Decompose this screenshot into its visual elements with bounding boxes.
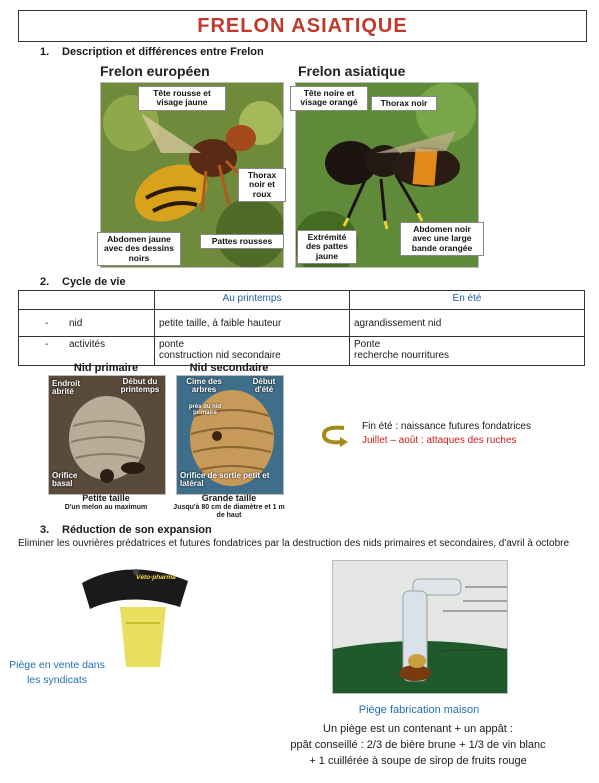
cell-line: construction nid secondaire bbox=[159, 350, 281, 361]
section-title: Description et différences entre Frelon bbox=[62, 46, 264, 58]
section-number: 1. bbox=[40, 46, 50, 58]
section-2-heading bbox=[40, 276, 126, 288]
note-late-summer: Fin été : naissance futures fondatrices bbox=[362, 421, 531, 432]
table-cell bbox=[350, 337, 585, 366]
primary-nest-title: Nid primaire bbox=[73, 362, 139, 374]
secondary-nest-tag-orifice: Orifice de sortie petit et latéral bbox=[180, 471, 270, 489]
section-3-heading bbox=[40, 524, 212, 536]
primary-nest-tag-time: Début du printemps bbox=[120, 377, 160, 395]
table-header-cell bbox=[19, 291, 155, 310]
section-number: 2. bbox=[40, 276, 50, 288]
table-header-row bbox=[19, 291, 585, 310]
callout-head-asian: Tête noire et visage orangé bbox=[290, 86, 368, 111]
bullet: - bbox=[45, 339, 49, 350]
table-cell: agrandissement nid bbox=[350, 310, 585, 337]
table-row bbox=[19, 310, 585, 337]
secondary-nest-tag-location: Cime des arbres bbox=[186, 377, 222, 395]
homemade-trap-image bbox=[333, 561, 507, 693]
homemade-trap-caption: Piège fabrication maison bbox=[358, 704, 480, 716]
table-header-cell: Au printemps bbox=[155, 291, 350, 310]
primary-nest-photo bbox=[48, 375, 166, 495]
section-title: Réduction de son expansion bbox=[62, 524, 212, 536]
commercial-trap-image bbox=[80, 565, 190, 670]
secondary-nest-subcaption: Jusqu'à 80 cm de diamètre et 1 m de haut bbox=[173, 504, 285, 519]
section-title: Cycle de vie bbox=[62, 276, 126, 288]
secondary-nest-tag-near: près du nid primaire bbox=[188, 404, 222, 417]
callout-abdomen-european: Abdomen jaune avec des dessins noirs bbox=[97, 232, 181, 266]
cycle-arrow-icon bbox=[318, 422, 350, 448]
homemade-trap-photo bbox=[332, 560, 508, 694]
primary-nest-tag-orifice: Orifice basal bbox=[52, 471, 78, 489]
primary-nest-caption: Petite taille bbox=[82, 493, 130, 503]
recipe-line-2: ppât conseillé : 2/3 de bière brune + 1/3 de vin blanc bbox=[290, 739, 546, 751]
life-cycle-table bbox=[18, 290, 585, 366]
page-title: FRELON ASIATIQUE bbox=[18, 10, 587, 42]
secondary-nest-photo bbox=[176, 375, 284, 495]
section-3-intro: Eliminer les ouvrières prédatrices et futures fondatrices par la destruction des nids primaires et secondaires, d'avril à octobre bbox=[18, 538, 570, 549]
cell-line: ponte bbox=[159, 339, 185, 350]
primary-nest-tag-location: Endroit abrité bbox=[52, 379, 80, 397]
row-label: nid bbox=[69, 317, 83, 329]
secondary-nest-caption: Grande taille bbox=[201, 493, 257, 503]
section-number: 3. bbox=[40, 524, 50, 536]
row-label: activités bbox=[69, 339, 106, 350]
bullet: - bbox=[45, 317, 49, 329]
callout-legs-asian: Extrémité des pattes jaune bbox=[297, 230, 357, 264]
secondary-nest-tag-time: Début d'été bbox=[252, 377, 276, 395]
secondary-nest-title: Nid secondaire bbox=[189, 362, 269, 374]
recipe-line-1: Un piège est un contenant + un appât : bbox=[323, 723, 513, 735]
callout-abdomen-asian: Abdomen noir avec une large bande orangée bbox=[400, 222, 484, 256]
primary-nest-subcaption: D'un melon au maximum bbox=[64, 504, 148, 511]
callout-head-european: Tête rousse et visage jaune bbox=[138, 86, 226, 111]
recipe-line-3: + 1 cuillérée à soupe de sirop de fruits rouge bbox=[309, 755, 527, 767]
callout-thorax-asian: Thorax noir bbox=[371, 96, 437, 111]
callout-thorax-european: Thorax noir et roux bbox=[238, 168, 286, 202]
note-hive-attacks: Juillet – août : attaques des ruches bbox=[362, 435, 517, 446]
table-cell-label bbox=[19, 310, 155, 337]
asian-hornet-label: Frelon asiatique bbox=[298, 63, 406, 79]
cell-line: Ponte bbox=[354, 339, 381, 350]
commercial-trap-caption: Piège en vente dans les syndicats bbox=[9, 659, 105, 686]
table-cell: petite taille, à faible hauteur bbox=[155, 310, 350, 337]
cell-line: recherche nourritures bbox=[354, 350, 450, 361]
section-1-heading bbox=[40, 46, 264, 58]
callout-legs-european: Pattes rousses bbox=[200, 234, 284, 249]
table-header-cell: En été bbox=[350, 291, 585, 310]
european-hornet-label: Frelon européen bbox=[100, 63, 210, 79]
trap-brand-logo: Véto-pharma bbox=[136, 574, 176, 581]
